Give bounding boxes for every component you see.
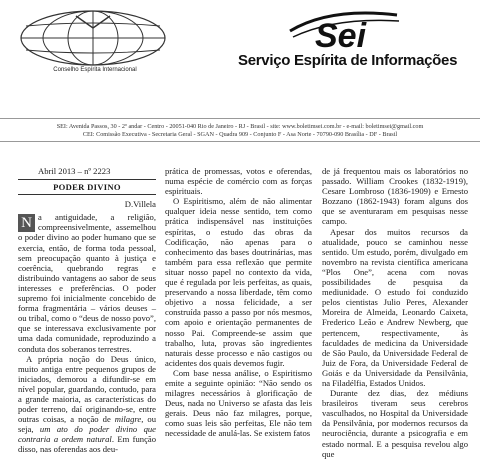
sei-logo [285, 5, 405, 51]
header-divider-bottom [0, 141, 480, 142]
article-column-2 [165, 166, 312, 439]
paragraph: prática de promessas, votos e oferendas, numa espécie de comércio com as forças espirituais. [165, 166, 312, 197]
address-line-cei: CEI: Comissão Executiva - Secretaria Geral - SGAN - Quadra 909 - Conjunto F - Asa Norte - 70790-090 Brasília - DF - Brasil [82, 131, 398, 138]
paragraph: N a antiguidade, a religião, compreensivelmente, assemelhou o poder divino ao poder humano que se exercia, então, de forma toda pessoal, sem preocupação quanto à justiça e coerência, quebrando regras e distribuindo vantagens ao sabor de seus interesses e preferências. O poder supremo foi inicialmente concebido de forma fragmentária – vários deuses – ou tribal, como o “deus de nosso povo”, que se interessava exclusivamente por uma dada comunidade, reproduzindo a conduta dos soberanos terrestres. [18, 212, 156, 354]
article-column-3 [322, 166, 468, 459]
paragraph: Apesar dos muitos recursos da atualidade, pouco se caminhou nesse sentido. Um estudo, porém, divulgado em novembro na revista científica americana “Plos One”, acena com novas possibilidades de pesquisa da mediunidade. O estudo foi conduzido pelos cientistas Julio Peres, Alexander Moreira de Almeida, Leonardo Caixeta, Frederico Leão e Andrew Newberg, que pertencem, respectivamente, às faculdades de medicina da Universidade de São Paulo, da Universidade Federal de Juiz de Fora, da Universidade Federal de Goiás e da Universidade da Pensilvânia, na Filadélfia, Estados Unidos. [322, 226, 468, 388]
cei-globe-logo [18, 8, 168, 68]
sei-subtitle: Serviço Espírita de Informações [238, 52, 458, 69]
article-column-1 [18, 166, 156, 455]
paragraph: A própria noção do Deus único, muito antiga entre pequenos grupos de iniciados, demorou a difundir-se em nível popular, guardando, contudo, para a grande maioria, as características do poder terreno, daí originando-se, entre outras coisas, a noção de milagre, ou seja, um ato do poder divino que contraria a ordem natural. Em função disso, nas oferendas aos deu- [18, 353, 157, 455]
paragraph: Com base nessa análise, o Espiritismo emite a seguinte opinião: “Não sendo os milagres necessários à glorificação de Deus, nada no Universo se afasta das leis gerais. Deus não faz milagres, porque, como suas leis são perfeitas, Ele não tem necessidade de anulá-las. Se existem fatos [165, 367, 312, 439]
page-header [0, 0, 480, 138]
sei-logo-text: Sei [315, 17, 367, 51]
header-divider-top [0, 118, 480, 119]
edition-label: Abril 2013 – nº 2223 [38, 166, 111, 176]
paragraph: O Espiritismo, além de não alimentar qualquer ideia nesse sentido, tem como prática indispensável nas instituições espíritas, o estudo das obras da Codificação, não apenas para o conhecimento das bases doutrinárias, mas também para essa reflexão que permite situar nosso papel no contexto da vida, que é regulada por leis perfeitas, as quais, preservando a nossa liberdade, têm como objetivo a nossa felicidade, a ser construída passo a passo por nós mesmos, com apoio e orientação permanentes de nosso Pai. Compreende-se assim que trabalho, luta, provas são ingredientes naturais desse processo e não castigos ou acidentes dos quais devemos fugir. [165, 196, 312, 368]
article-content [0, 166, 480, 459]
address-line-sei: SEI: Avenida Passos, 30 - 2º andar - Centro - 20051-040 Rio de Janeiro - RJ - Brasil - site: www.boletimsei.com.br - e-mail: boletimsei@gmail.com [56, 123, 424, 130]
article-author: D.Villela [124, 199, 156, 210]
paragraph: de já frequentou mais os laboratórios no passado. William Crookes (1832-1919), Cesare Lombroso (1836-1909) e Ernesto Bozzano (1862-1943) foram alguns dos que se aventuraram em pesquisas nesse campo. [322, 166, 468, 227]
cei-caption: Conselho Espírita Internacional [53, 67, 137, 73]
paragraph: Durante dez dias, dez médiuns brasileiros tiveram seus cerebros vasculhados, no Hospital da Universidade da Pensilvânia, por modernos recursos da neurociência, durante a psicografia e em estado normal. E a pesquisa revelou algo que [322, 388, 468, 459]
article-title: PODER DIVINO [18, 179, 156, 195]
drop-cap: N [18, 214, 35, 232]
